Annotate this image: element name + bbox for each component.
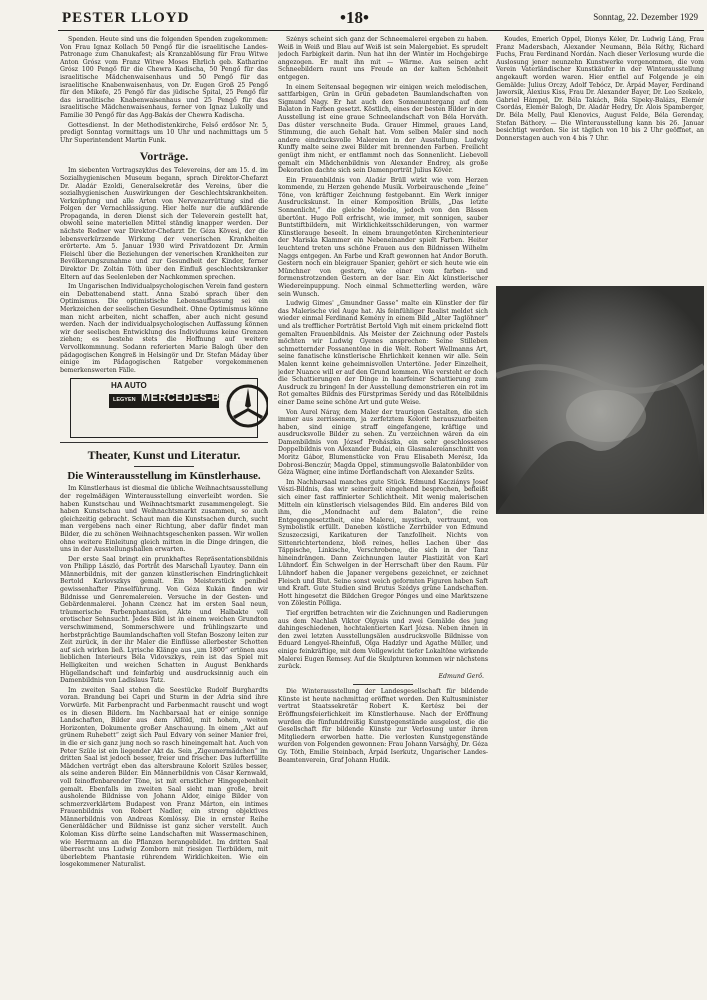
newspaper-photograph xyxy=(496,286,704,514)
page-header xyxy=(52,6,702,28)
issue-date: Sonntag, 22. Dezember 1929 xyxy=(593,12,698,22)
snow-painting-paragraph: Szénys scheint sich ganz der Schneemalerei ergeben zu haben. Weiß in Weiß und Blau auf Weiß ist sein Malergebiet. Es sprudelt jedoch Farbigkeit darin. Nun hat ihn der Winter im Hochgebirge angezogen. Er malt ihn mit — Wärme. Aus seinen acht Schneebildern raunt uns Freude an der kalten Schönheit entgegen. xyxy=(278,36,488,81)
photo-graphic xyxy=(496,286,704,514)
ad-tagline: HA AUTO xyxy=(111,381,147,391)
second-hall-paragraph: Im zweiten Saal stehen die Seestücke Rudolf Burghardts voran. Brandung bei Capri und Sturm in der Adria sind ihre Vorwürfe. Mit Farbenpracht und Farbenmacht rauscht und wogt es in diesen Bildern. Im Nachbarsaal hat er einige sonnige Landschaften, Bilder aus dem Alföld, mit hohem, weiten Horizonten, Dokumente großer Anschauung. In einem „Akt auf grünem Ruhebett“ zeigt sich Paul Edvary von seiner Manier frei, in die er sich ganz jung noch so rasch hineingemalt hat. Auch von Peter Szüle ist ein liegender Akt da. Sein „Zigeunermädchen“ im dritten Saal ist jedoch besser, freier und frischer. Das lufterfüllte Mädchen verträgt eben das altersbraune Kolorit Szüles besser, als seine anderen Bilder. Ein Männerbildnis von Cäsar Kernwald, voll feinoffenbarender Töne, ist mit ernstlicher Hingegebenheit gemalt. Ebenfalls im zweiten Saal sieht man große, breit ausholende Bildnisse von Johann Aldor, einige Bilder von schmerzverklärtem Budapest von Franz Márton, ein intimes Frauenbildnis von Robert Nadler, ein streng objektives Männerbildnis von Andreas Komlóssy. Die in ernster Reihe Generäldächer und Bildnisse ist ganz sicher verstellt. Auch Koloman Kiss dürfte seine Landschaften mit Wassermaschinen, wie Herrmann an die Pflanzen herangebildet. Im dritten Saal überrascht uns Ludwig Zomborn mit riesigen Tierbildern, mit überlebtem Phantasie rührendem Wirklichkeiten. Wie ein losgekommener Naturalist. xyxy=(60,686,268,869)
donations-paragraph: Spenden. Heute sind uns die folgenden Spenden zugekommen: Von Frau Ignaz Kollach 50 Pengő für die israelitische Landes-Patronage zum Chanukafest; als Kranzablösung für Frau Witwe Anton Grósz vom Franz Witwe Moses Ehrlich geb. Katharine Grósz 100 Pengő für die Chewra Kadischa, 50 Pengő für das israelitische Mädchenwaisenhaus und 50 Pengő für das israelitische Knabenwaisenhaus, von Dr. Eugen Groß 25 Pengő für den Mikefe, 25 Pengő für das jüdische Spital, 25 Pengő für das israelitische Knabenwaisenhaus und 25 Pengő für das israelitische Mädchenwaisenhaus, ferner von Ignaz Lukolly und Familie 30 Pengő für das Agg-Bakás der Chewra Kadischa. xyxy=(60,36,268,119)
ad-small-text: LEGYEN xyxy=(113,397,136,404)
first-hall-paragraph: Der erste Saal bringt ein prunkhaftes Repräsentationsbildnis von Philipp László, das Porträt des Marschall Lyautey. Dann ein Männerbildnis, mit der ganzen künstlerischen Eindringlichkeit Bertold Karlovszkys gemalt. Ein Meisterstück penibel gewissenhafter Pinselführung. Von Géza Kukán finden wir Bildnisse und Genremalereien. Versuche in der Gesten- und Gebärdenmalerei. Johann Czencz hat im ersten Saal neun, träumerische Farbenphantasien, Akte und Halbakte voll erotischer Sehnsucht. Jedes Bild ist in einem weichen Grundton verschwimmend, Sommerschwere und frühlingszarte und herbstprächtige Baumlandschaften voll Stefan Boszony leiten zur Zeit zurück, in der ihr Maler die Einflüsse allerbester Schotten auf sich wirken ließ. Lyrische Klänge aus „um 1800“ ertönen aus lieblichen Interieurs Béla Vidovszkys, rein ist das Spiel mit Helligkeiten und weichen Schatten in August Benkhards Hügellandschaft und feinfarbig und ausdrucksinnig auch ein Damenbildnis von Ladislaus Tatz. xyxy=(60,555,268,685)
psychology-paragraph: Im Ungarischen Individualpsychologischen Verein fand gestern ein Debattenabend statt. Anna Szabó sprach über den Optimismus. Die optimistische Lebensauffassung sei ein Merkzeichen der seelischen Gesundheit. Ohne Optimismus könne man nicht arbeiten, nicht schaffen, aber auch nicht gesund werden. Nach der individualpsychologischen Auffassung können wir der seelischen Entwicklung des Individuums keine Grenzen ziehen; es bestehe stets die Hoffnung auf weitere Vervollkommnung. Sodann referierten Marie Balogh über den pädagogischen Kongreß in Helsingör und Dr. Stefan Máday über einige im Pädagogischen Ratgeber vorgekommenen bemerkenswerten Fälle. xyxy=(60,283,268,374)
olgyai-paragraph: Tief ergriffen betrachten wir die Zeichnungen und Radierungen aus dem Nachlaß Viktor Olgyais und zwei Gemälde des jung dahingeschiedenen, hochtalentierten Karl Józsa. Neben ihnen in den zwei letzten Ausstellungsälen ausdrucksvolle Bildnisse von Eduard Lengyel-Rheinfuß, Olga Hadzlyr und Agathe Müller, und einige feinkräftige, mit dem Vollgewicht tiefer Lokaltöne wirkende Malerei Eugen Remsey. Auf die Skulpturen kommen wir nächstens zurück. xyxy=(278,609,488,671)
short-divider xyxy=(134,466,194,467)
section-divider xyxy=(60,442,268,443)
column-2 xyxy=(278,36,488,992)
lottery-paragraph: Die Winterausstellung der Landesgesellschaft für bildende Künste ist heute nachmittag eröffnet worden. Den Kultusminister vertrat Staatssekretär Robert K. Kertész bei der Eröffnungsfeierlichkeit im Künstlerhause. Nach der Eröffnung wurden die fünfunddreißig Kunstgegenstände ausgelost, die die Gesellschaft für bildende Künste zur Verlosung unter ihren Mitgliedern erworben hatte. Die verlosten Kunstgegenstände wurden von Folgenden gewonnen: Frau Johann Varsághy, Dr. Géza Gy. Tóth, Emilie Steinbach, Árpád Iserkutz, Ungarischer Landes-Beamtenverein, Graf Johann Hudik. xyxy=(278,688,488,764)
neighbor-hall-paragraph: Im Nachbarsaal manches gute Stück. Edmund Kacziánys Josef Vészi-Bildnis, das wir seinerzeit eingehend besprochen, befleißt sich einer fast raffinierter Schlichtheit. Mit wenig malerischen Mitteln ein künstlerisch vielsagendes Bild. Ein anderes Bild von ihm, die „Mondnacht auf dem Balaton“, die reine Entgegengesetztheit, eine Malerei, mystisch, vertraumt, von Symbolistik erfüllt. Daneben köstliche Zerrbilder von Edmund Szuszeczsigi, Karikaturen der Tanzfollheit. Nichts von Sittenrichtertendenz, bloß reines, helles Lachen über das Täppische, Linkische, Verschrobene, die sich in der Tanz hineindrängen. Dann Zeichnungen lauter Plastizität von Karl Lühndorf. Ein Schwelgen in der Herrschaft über den Raum. Für Lühndorf haben die Japaner vergebens gezeichnet, er zeichnet Fleisch und Blut. Seine sonst weich geformten Figuren haben Saft und Kraft. Gute Studien sind Brutus Szédys grüne Landschaften. Hott hingesetzt die Bildchen Gregor Pónges und eine Marktszene von Zölestin Pólliga. xyxy=(278,478,488,608)
masthead: PESTER LLOYD xyxy=(62,10,190,26)
mercedes-benz-ad xyxy=(70,378,258,438)
mercedes-star-icon xyxy=(225,383,268,429)
naray-paragraph: Von Aurel Náray, dem Maler der traurigen Gestalten, die sich immer aus zerrissenem, ja zerfetztem Kolorit herauszuarbeiten haben, sind einige straff eingefangene, kräftige und ausdrucksvolle Bilder zu sehen. Zu verzeichnen wären da ein Damenbildnis von József Prohászka, ein sehr geschlossenes Doppelbildnis von Alexander Budai, ein Glasmalereianschnitt von Moritz Gábor, Blumenstücke von Frau Elisabeth Merész, Ida Dobrosi-Benczúr, Magda Oppel, stimmungsvolle Balatonbilder von Géza Wágner, eine intime Dorflandschaft von Alexander Szűts. xyxy=(278,408,488,477)
exhibition-intro: Im Künstlerhaus ist diesmal die übliche Weihnachtsausstellung der regelmäßigen Winterausstellung einverleibt worden. Sie haben Kunstschau und Weihnachtsmarkt zusammengelegt. Sie haben Kunstschau und Weihnachtsmarkt zusammen, so auch gleichzeitig gebracht. Schaut man die Kunstsachen durch, sucht man vergebens nach einer Richtung, aber dafür findet man Bilder, die zu schönen Weihnachtsgeschenken passen. Wir wollen ohne weitere Einleitung gleich mitten in die Dinge dringen, die uns in der Ausstellungshallen erwarten. xyxy=(60,485,268,554)
page-number: •18• xyxy=(340,8,369,27)
ad-brand-name: MERCEDES-BENZ xyxy=(141,392,244,405)
winners-paragraph: Koudes, Emerich Oppel, Dionys Kéler, Dr. Ludwig Láng, Frau Franz Madersbach, Alexander Neumann, Béla Réthy, Richard Fuchs, Frau Ferdinand Nordán. Nach dieser Verlosung wurde die Auslosung jener neunzehn Kunstwerke vorgenommen, die vom Verein Vaterländischer Kunstkäufer in der Winterausstellung angekauft worden waren. Hier entfiel auf Folgende je ein Gemälde: Julius Orczy, Adolf Tebócz, Dr. Árpád Mayer, Ferdinand Jaworsik, Alexius Kiss, Frau Dr. Alexander Bayer, Dr. Leo Szekelo, Gabriel Hámpel, Dr. Béla Takách, Béla Sipeky-Balázs, Elemér Csordás, Elemér Balogh, Dr. Aladár Hedry, Dr. Alois Spamberger, Dr. Béla Melly, Paul Klenovics, August Felde, Béla Gerenday, Stefan Báthory. — Die Winterausstellung kann bis 26. Januar besichtigt werden. Sie ist täglich von 10 bis 2 Uhr geöffnet, an Donnerstagen auch von 4 bis 7 Uhr. xyxy=(496,36,704,142)
column-3-lower xyxy=(496,520,704,990)
author-signature: Edmund Gerő. xyxy=(438,672,484,680)
header-rule xyxy=(58,30,704,31)
column-3 xyxy=(496,36,704,282)
lectures-heading: Vorträge. xyxy=(139,149,189,164)
short-divider xyxy=(353,684,413,685)
church-service-paragraph: Gottesdienst. In der Methodistenkirche, Felső erdősor Nr. 5, predigt Sonntag vormittags um 10 Uhr und nachmittags um 5 Uhr Superintendent Martin Funk. xyxy=(60,121,268,144)
column-1 xyxy=(60,36,268,992)
theater-heading: Theater, Kunst und Literatur. xyxy=(87,448,241,463)
televerein-paragraph: Im siebenten Vortragszyklus des Televereins, der am 15. d. im Sozialhygienischen Museum begann, sprach Direktor-Chefarzt Dr. Aladár Ezoldi, Generalsekretär des Vereins, über die sozialhygienischen Auswirkungen der Geschlechtskrankheiten. Verknüpfung und alle Arten von Nervenzerrüttung sind die Folgen der Vernachlässigung. Hier helfe nur die aufklärende Propaganda, in deren Dienst sich der Televerein gestellt hat, obwohl seine materiellen Mittel ständig knapper werden. Der nächste Redner war Direktor-Chefarzt Dr. Géza Kövesi, der die lebensverkürzende Wirkung der venerischen Krankheiten erörterte. Am 5. Januar 1930 wird Privatdozent Dr. Armin Fleischl über die Beziehungen der venerischen Krankheiten zur Bevölkerungszunahme und zur Gesundheit der Kinder, ferner Direktor Dr. Zoltán Tóth über den Einfluß geschlechtskranker Eltern auf das Seelenleben der Nachkommen sprechen. xyxy=(60,167,268,281)
gimes-paragraph: Ludwig Gimes' „Gmundner Gasse“ malte ein Künstler der für das Malerische viel Auge hat. Als feinfühliger Realist meldet sich wieder einmal Ferdinand Kemény in einem Bild „Alter Taglöhner“ und als trefflicher Porträtist Bertold Vigh mit einem prickelnd flott gemalten Frauenbildnis. Als Meister der Zeichnung oder Pastels möchten wir Ludwig Gyenes ansprechen: Seine Stilleben schmetternder Possanentöne in die Welt. Robert Wellmanns Art, seine fanatische künstlerische Ehrlichkeit kennen wir alle. Sein Malen kennt keine geheimnisvollen Untertöne. Jeder Einzelheit, jeder Nuance will er auf den Grund kommen. Wie versteht er doch die Schattierungen der Dinge in haarfeiner Schattierung zum Ausdruck zu bringen! In der Ausstellung demonstrieren ein rot im Rot gemaltes Bildnis des Fürstprimas Serédy und das Rötelbildnis einer Dame seine schöne Art und gute Weise. xyxy=(278,300,488,406)
side-hall-paragraph: In einem Seitensaal begegnen wir einigen weich melodischen, sattfarbigen, Grün in Grün gebadeten Baumlandschaften von Sigmund Nagy. Er hat auch den Sonnenuntergang auf dem Balaton in Farben gesetzt. Köstlich, eines der besten Bilder in der Ausstellung ist eine graue Schneelandschaft von Béla Horváth. Das düster verschneite Buda. Grauer Himmel, graues Land, Stimmung, die auch Gehalt hat. Vom selben Maler sind noch andere eindrucksvolle Malereien in der Ausstellung. Ludwig Kunffy malte seine zwei Bilder mit brennenden Farben. Freilicht genügt ihm nicht, er entflammt noch das Sonnenlicht. Liebevoll gemalt ein Mädchenbildnis von Alexander Endrey, als große Dekoration dachte sich sein Damenporträt Julius Kövér. xyxy=(278,83,488,175)
exhibition-heading: Die Winterausstellung im Künstlerhause. xyxy=(67,470,261,483)
portrait-paragraph: Ein Frauenbildnis von Aladár Brüll wirkt wie vom Herzen kommende, zu Herzen gehende Musik. Vorbeirauschende „feine“ Töne, von kräftiger Zeichnung festgebannt. Ein Werk inniger Ausdruckskunst. In einer Komposition Brülls, „Das letzte Sonnenlicht,“ die gleiche Melodie, jedoch von den Bässen übertönt. Hugo Poll erfrischt, wie immer, mit sonnigen, sauber Buntstiftbildern, mit Wirklichkeitsschilderungen, von warmer Künstlerauge beseelt. In einem braungetönten Kircheninterieur der Mariska Klammer ein Nebeneinander spielt Farben. Heiter leuchtend treten uns schöne Frauen aus den Bildnissen Wilhelm Naggs entgegen. An Farbe und Kraft gewonnen hat Andor Boruth. Gestern noch ein bleigrauer Spanier, gehört er sich heute wie ein Münchner von gestern, wie einer vom farben- und formenstrotzenden Gestern an der Isar. Ein Akt künstlerischer Wiedereinpuppung. Noch einmal Schmetterling werden, wäre sein Wunsch. xyxy=(278,176,488,298)
